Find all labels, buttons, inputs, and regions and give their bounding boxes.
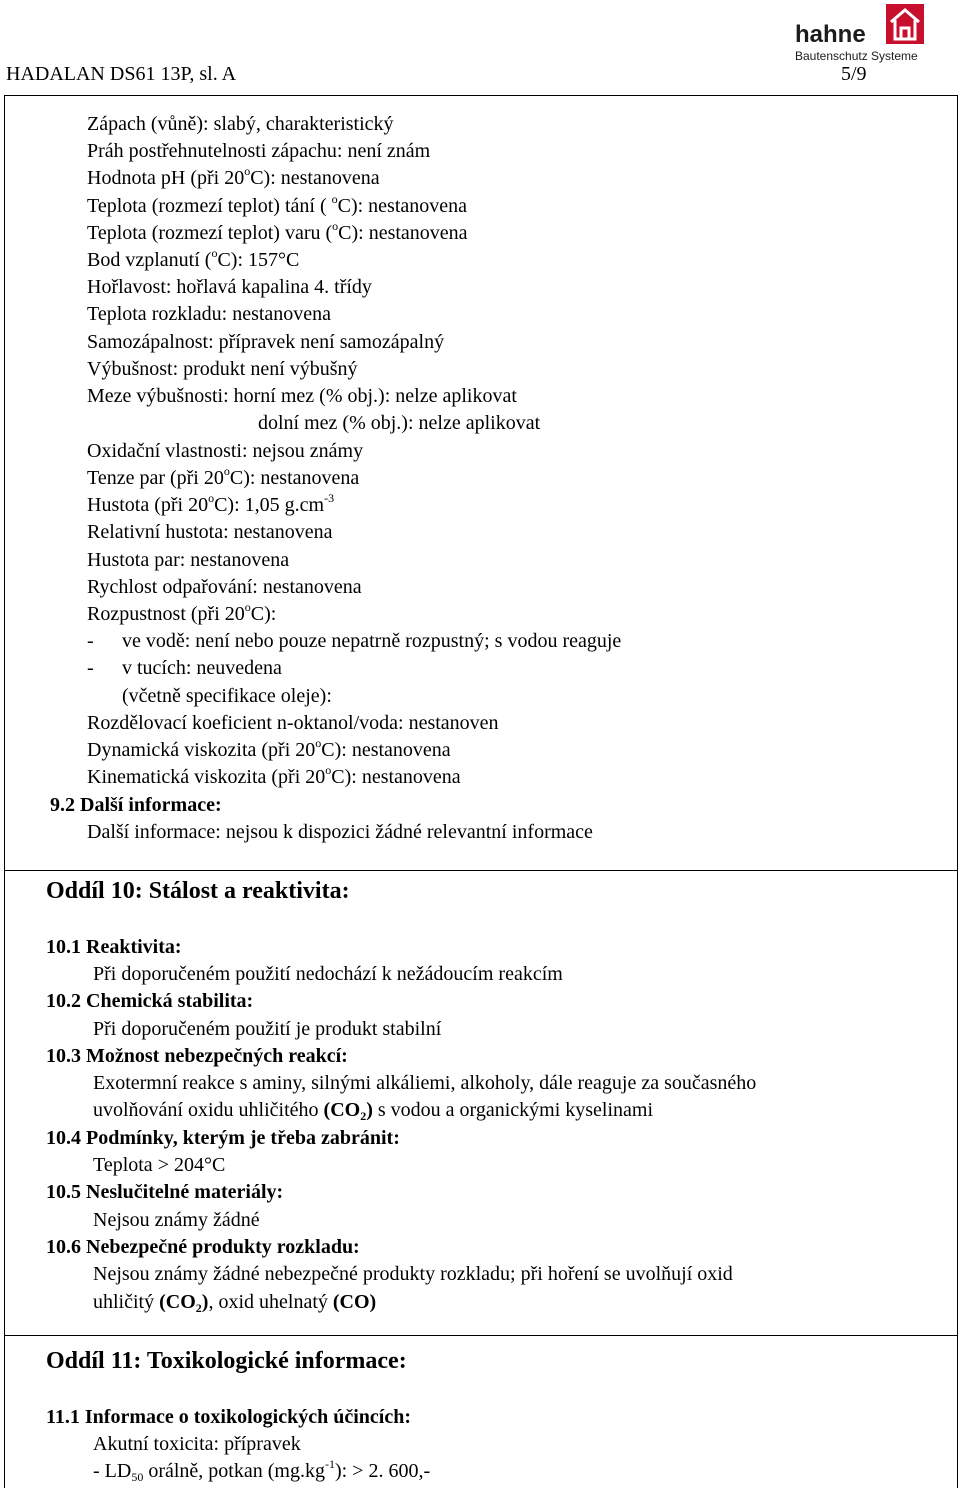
prop-explosive: Výbušnost: produkt není výbušný xyxy=(87,358,358,380)
prop-ph: Hodnota pH (při 20$^o$C): nestanovena xyxy=(87,164,380,189)
prop-partition: Rozdělovací koeficient n-oktanol/voda: nestanoven xyxy=(87,712,499,734)
section-10-title: Oddíl 10: Stálost a reaktivita: xyxy=(46,878,350,904)
other-info-heading: 9.2 Další informace: xyxy=(50,794,222,816)
prop-explosion-upper: Meze výbušnosti: horní mez (% obj.): nelze aplikovat xyxy=(87,385,517,407)
prop-vapor-pressure: Tenze par (při 20$^o$C): nestanovena xyxy=(87,464,360,489)
prop-solubility-oil: (včetně specifikace oleje): xyxy=(122,685,332,707)
prop-solubility: Rozpustnost (při 20$^o$C): xyxy=(87,600,277,625)
prop-relative-density: Relativní hustota: nestanovena xyxy=(87,521,333,543)
decomposition-products-text-2: uhličitý $(CO_2)$, oxid uhelnatý (CO) xyxy=(93,1291,377,1315)
table-right-border xyxy=(957,95,958,1488)
prop-dynamic-viscosity: Dynamická viskozita (při 20$^o$C): nestanovena xyxy=(87,736,451,761)
prop-solubility-water: ve vodě: není nebo pouze nepatrně rozpustný; s vodou reaguje xyxy=(122,630,622,652)
hahne-logo xyxy=(792,4,926,64)
reactivity-text: Při doporučeném použití nedochází k nežádoucím reakcím xyxy=(93,963,563,985)
house-icon xyxy=(886,4,924,44)
prop-melting: Teplota (rozmezí teplot) tání ( $^o$C): nestanovena xyxy=(87,192,468,217)
prop-flash-point: Bod vzplanutí ($^o$C): 157°C xyxy=(87,246,300,271)
hazardous-reactions-heading: 10.3 Možnost nebezpečných reakcí: xyxy=(46,1045,348,1067)
reactivity-heading: 10.1 Reaktivita: xyxy=(46,936,182,958)
decomposition-products-heading: 10.6 Nebezpečné produkty rozkladu: xyxy=(46,1236,360,1258)
prop-solubility-fat: v tucích: neuvedena xyxy=(122,657,282,679)
prop-decomposition: Teplota rozkladu: nestanovena xyxy=(87,303,332,325)
logo-wordmark: hahne xyxy=(795,21,866,48)
prop-evaporation: Rychlost odpařování: nestanovena xyxy=(87,576,362,598)
conditions-avoid-text: Teplota > 204°C xyxy=(93,1154,226,1176)
conditions-avoid-heading: 10.4 Podmínky, kterým je třeba zabránit: xyxy=(46,1127,400,1149)
prop-selfignition: Samozápalnost: přípravek není samozápalný xyxy=(87,331,445,353)
table-top-border xyxy=(4,95,958,96)
stability-text: Při doporučeném použití je produkt stabilní xyxy=(93,1018,442,1040)
incompatible-text: Nejsou známy žádné xyxy=(93,1209,260,1231)
logo-tagline: Bautenschutz Systeme xyxy=(795,49,918,63)
prop-explosion-lower: dolní mez (% obj.): nelze aplikovat xyxy=(258,412,541,434)
table-left-border xyxy=(4,95,5,1488)
section-divider-11 xyxy=(4,1335,958,1336)
decomposition-products-text-1: Nejsou známy žádné nebezpečné produkty rozkladu; při hoření se uvolňují oxid xyxy=(93,1263,733,1285)
other-info-text: Další informace: nejsou k dispozici žádné relevantní informace xyxy=(87,821,593,843)
section-divider-10 xyxy=(4,870,958,871)
hazardous-reactions-text-1: Exotermní reakce s aminy, silnými alkáliemi, alkoholy, dále reaguje za současného xyxy=(93,1072,757,1094)
prop-oxidizing: Oxidační vlastnosti: nejsou známy xyxy=(87,440,364,462)
ld50-text: - $LD_{50}$ orálně, potkan $(mg.kg^{-1})$: > 2. 600,- xyxy=(93,1457,431,1484)
prop-density: Hustota (při 20$^o$C): 1,05 $g.cm^{-3}$ xyxy=(87,491,335,516)
prop-flammability: Hořlavost: hořlavá kapalina 4. třídy xyxy=(87,276,372,298)
prop-odor-threshold: Práh postřehnutelnosti zápachu: není znám xyxy=(87,140,431,162)
prop-solubility-fat-dash: - xyxy=(87,657,94,679)
prop-solubility-water-dash: - xyxy=(87,630,94,652)
section-11-title: Oddíl 11: Toxikologické informace: xyxy=(46,1348,407,1374)
prop-boiling: Teplota (rozmezí teplot) varu ($^o$C): nestanovena xyxy=(87,219,468,244)
prop-vapor-density: Hustota par: nestanovena xyxy=(87,549,290,571)
prop-odor: Zápach (vůně): slabý, charakteristický xyxy=(87,113,394,135)
prop-kinematic-viscosity: Kinematická viskozita (při 20$^o$C): nestanovena xyxy=(87,763,461,788)
incompatible-heading: 10.5 Neslučitelné materiály: xyxy=(46,1181,284,1203)
toxicology-heading: 11.1 Informace o toxikologických účincích: xyxy=(46,1406,411,1428)
document-id: HADALAN DS61 13P, sl. A xyxy=(6,63,237,85)
hazardous-reactions-text-2: uvolňování oxidu uhličitého $(CO_2)$ s vodou a organickými kyselinami xyxy=(93,1099,654,1123)
acute-toxicity-text: Akutní toxicita: přípravek xyxy=(93,1433,301,1455)
page-number: 5/9 xyxy=(841,63,867,85)
stability-heading: 10.2 Chemická stabilita: xyxy=(46,990,254,1012)
